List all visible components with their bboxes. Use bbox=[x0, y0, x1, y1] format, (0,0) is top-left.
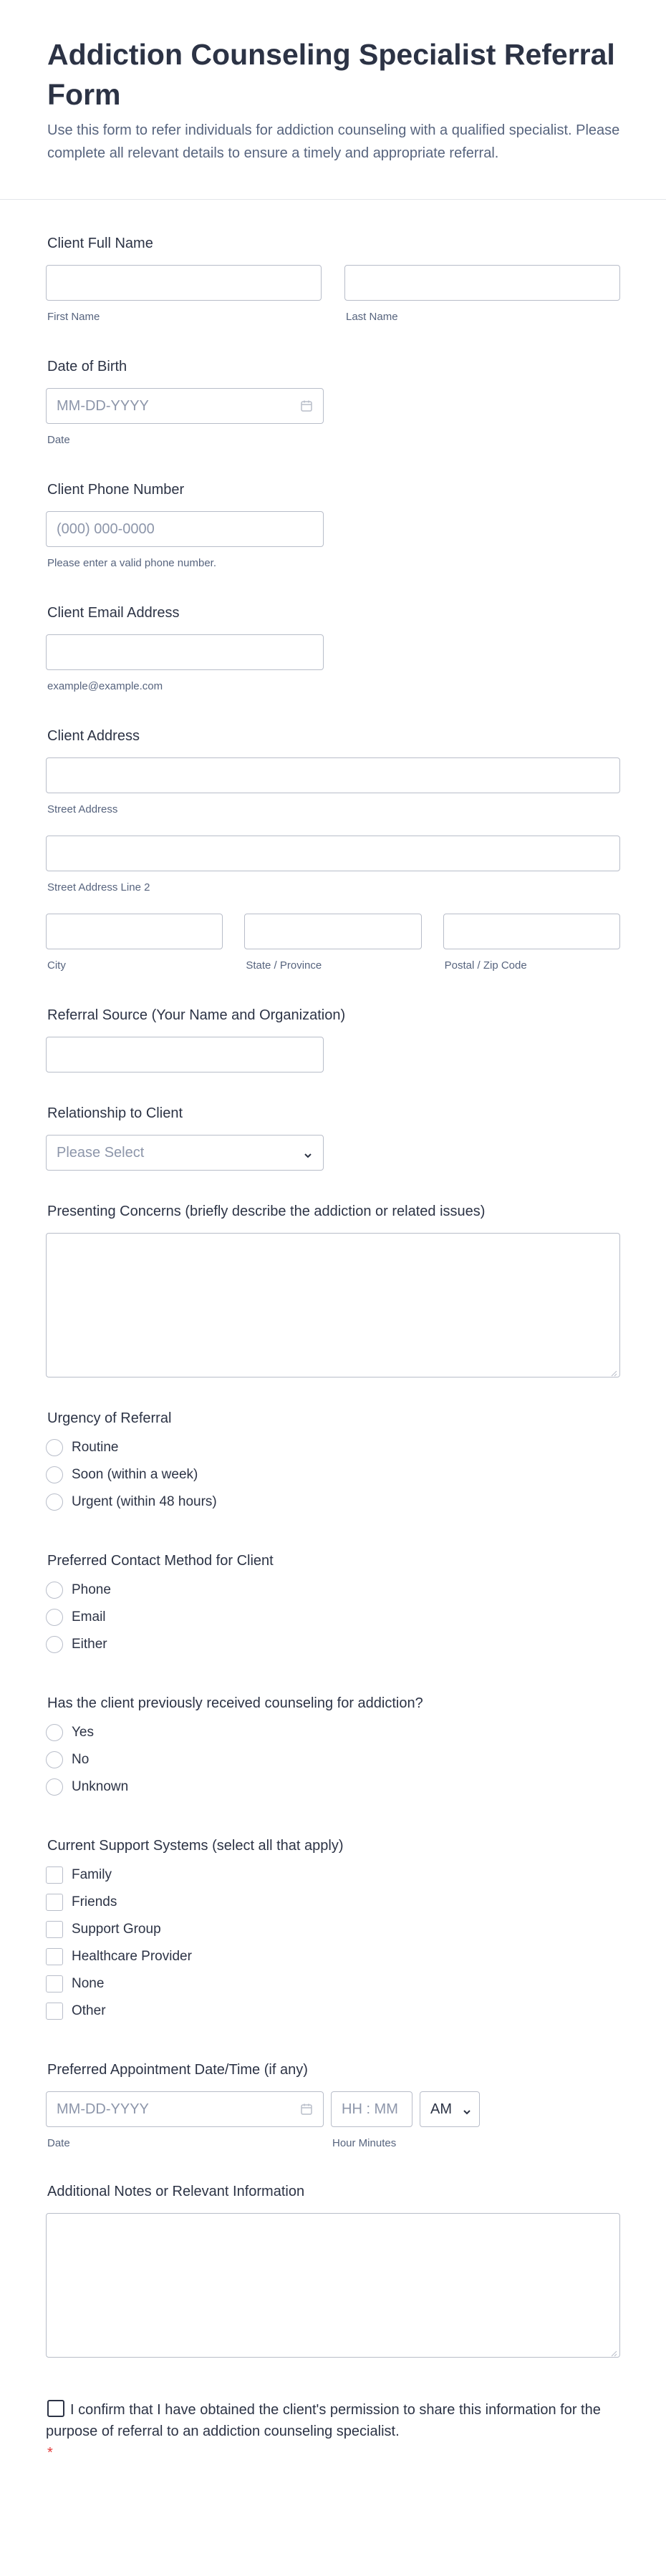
appointment-field bbox=[46, 2062, 620, 2149]
consent-field bbox=[46, 2399, 620, 2464]
referral-source-field bbox=[46, 1007, 620, 1072]
first-name-sublabel: First Name bbox=[47, 311, 100, 323]
form-body bbox=[0, 236, 666, 2464]
zip-sublabel: Postal / Zip Code bbox=[444, 959, 527, 972]
checkbox[interactable] bbox=[46, 1975, 63, 1992]
option-label: Other bbox=[72, 2003, 106, 2018]
option-label: Family bbox=[72, 1867, 112, 1882]
appointment-date-placeholder: MM-DD-YYYY bbox=[57, 2101, 149, 2117]
concerns-textarea[interactable] bbox=[46, 1233, 620, 1377]
state-sublabel: State / Province bbox=[246, 959, 322, 972]
support-systems-field bbox=[46, 1838, 620, 2025]
ampm-value: AM bbox=[430, 2101, 452, 2117]
urgency-option-soon[interactable] bbox=[46, 1461, 620, 1488]
email-sublabel: example@example.com bbox=[47, 680, 163, 692]
option-label: Routine bbox=[72, 1440, 119, 1455]
appointment-date-input[interactable] bbox=[46, 2091, 324, 2127]
previous-option-no[interactable] bbox=[46, 1746, 620, 1773]
option-label: Unknown bbox=[72, 1779, 129, 1794]
checkbox[interactable] bbox=[46, 1866, 63, 1884]
street-address-line2-input[interactable] bbox=[46, 836, 620, 871]
phone-label: Client Phone Number bbox=[47, 482, 185, 498]
email-field bbox=[46, 605, 620, 692]
appointment-time-placeholder: HH : MM bbox=[342, 2101, 398, 2117]
radio-button[interactable] bbox=[46, 1582, 63, 1599]
checkbox[interactable] bbox=[46, 1921, 63, 1938]
previous-option-yes[interactable] bbox=[46, 1719, 620, 1746]
previous-counseling-label: Has the client previously received counseling for addiction? bbox=[47, 1695, 423, 1711]
option-label: Either bbox=[72, 1637, 107, 1652]
phone-placeholder: (000) 000-0000 bbox=[57, 520, 155, 537]
radio-button[interactable] bbox=[46, 1636, 63, 1653]
checkbox[interactable] bbox=[46, 2003, 63, 2020]
resize-handle-icon[interactable] bbox=[610, 2348, 617, 2355]
page-subtitle: Use this form to refer individuals for addiction counseling with a qualified specialist. Please complete all relevant details to ensure a timely and appropriate referral. bbox=[47, 122, 620, 161]
address-label: Client Address bbox=[47, 728, 140, 744]
checkbox[interactable] bbox=[46, 1948, 63, 1965]
option-label: No bbox=[72, 1752, 90, 1767]
appointment-label: Preferred Appointment Date/Time (if any) bbox=[47, 2062, 308, 2078]
support-option-family[interactable] bbox=[46, 1861, 620, 1889]
support-option-friends[interactable] bbox=[46, 1889, 620, 1916]
referral-source-input[interactable] bbox=[46, 1037, 324, 1072]
option-label: Yes bbox=[72, 1725, 94, 1740]
notes-label: Additional Notes or Relevant Information bbox=[47, 2184, 305, 2199]
notes-field bbox=[46, 2184, 620, 2358]
page-title: Addiction Counseling Specialist Referral Form bbox=[47, 38, 615, 111]
support-systems-label: Current Support Systems (select all that apply) bbox=[47, 1838, 344, 1854]
chevron-down-icon bbox=[303, 1148, 313, 1165]
radio-button[interactable] bbox=[46, 1493, 63, 1511]
option-label: Friends bbox=[72, 1894, 117, 1909]
radio-button[interactable] bbox=[46, 1778, 63, 1796]
city-input[interactable] bbox=[46, 914, 223, 949]
support-option-healthcare-provider[interactable] bbox=[46, 1943, 620, 1970]
option-label: Urgent (within 48 hours) bbox=[72, 1494, 217, 1509]
checkbox[interactable] bbox=[46, 1894, 63, 1911]
relationship-select[interactable] bbox=[46, 1135, 324, 1171]
radio-button[interactable] bbox=[46, 1751, 63, 1768]
resize-handle-icon[interactable] bbox=[610, 1367, 617, 1375]
referral-source-label: Referral Source (Your Name and Organization) bbox=[47, 1007, 346, 1023]
street-address-sublabel: Street Address bbox=[47, 803, 118, 815]
option-label: None bbox=[72, 1976, 105, 1991]
street-address-input[interactable] bbox=[46, 757, 620, 793]
radio-button[interactable] bbox=[46, 1466, 63, 1483]
contact-method-label: Preferred Contact Method for Client bbox=[47, 1553, 274, 1569]
option-label: Email bbox=[72, 1609, 106, 1624]
urgency-option-routine[interactable] bbox=[46, 1434, 620, 1461]
calendar-icon[interactable] bbox=[300, 2103, 313, 2120]
last-name-sublabel: Last Name bbox=[346, 311, 398, 323]
notes-textarea[interactable] bbox=[46, 2213, 620, 2358]
appointment-time-input[interactable] bbox=[331, 2091, 412, 2127]
phone-sublabel: Please enter a valid phone number. bbox=[47, 557, 216, 569]
client-name-label: Client Full Name bbox=[47, 236, 153, 251]
relationship-field bbox=[46, 1105, 620, 1171]
address-field bbox=[46, 728, 620, 972]
phone-input[interactable] bbox=[46, 511, 324, 547]
urgency-field bbox=[46, 1410, 620, 1516]
email-label: Client Email Address bbox=[47, 605, 180, 621]
previous-counseling-field bbox=[46, 1695, 620, 1801]
relationship-label: Relationship to Client bbox=[47, 1105, 183, 1121]
zip-input[interactable] bbox=[443, 914, 620, 949]
street-address-line2-sublabel: Street Address Line 2 bbox=[47, 881, 150, 894]
concerns-label: Presenting Concerns (briefly describe the addiction or related issues) bbox=[47, 1204, 486, 1219]
urgency-option-urgent[interactable] bbox=[46, 1488, 620, 1516]
chevron-down-icon bbox=[462, 2105, 472, 2121]
urgency-label: Urgency of Referral bbox=[47, 1410, 172, 1426]
option-label: Soon (within a week) bbox=[72, 1467, 198, 1482]
option-label: Phone bbox=[72, 1582, 111, 1597]
last-name-input[interactable] bbox=[344, 265, 620, 301]
dob-sublabel: Date bbox=[47, 434, 70, 446]
dob-label: Date of Birth bbox=[47, 359, 127, 374]
option-label: Healthcare Provider bbox=[72, 1949, 192, 1964]
concerns-field bbox=[46, 1204, 620, 1377]
contact-method-field bbox=[46, 1553, 620, 1658]
contact-option-email[interactable] bbox=[46, 1604, 620, 1631]
dob-input[interactable] bbox=[46, 388, 324, 424]
phone-field bbox=[46, 482, 620, 569]
state-input[interactable] bbox=[244, 914, 421, 949]
relationship-placeholder: Please Select bbox=[57, 1144, 145, 1161]
contact-option-phone[interactable] bbox=[46, 1577, 620, 1604]
form-header bbox=[0, 0, 666, 200]
ampm-select[interactable] bbox=[420, 2091, 480, 2127]
email-input[interactable] bbox=[46, 634, 324, 670]
required-marker: * bbox=[47, 2445, 53, 2461]
city-sublabel: City bbox=[47, 959, 66, 972]
dob-placeholder: MM-DD-YYYY bbox=[57, 397, 149, 414]
client-name-field bbox=[46, 236, 620, 323]
calendar-icon[interactable] bbox=[300, 400, 313, 417]
radio-button[interactable] bbox=[46, 1609, 63, 1626]
consent-text: I confirm that I have obtained the client's permission to share this information for the purpose of referral to an addiction counseling specialist. bbox=[46, 2402, 601, 2439]
radio-button[interactable] bbox=[46, 1724, 63, 1741]
contact-option-either[interactable] bbox=[46, 1631, 620, 1658]
support-option-none[interactable] bbox=[46, 1970, 620, 1998]
support-option-other[interactable] bbox=[46, 1998, 620, 2025]
appointment-time-sublabel: Hour Minutes bbox=[332, 2137, 397, 2149]
previous-option-unknown[interactable] bbox=[46, 1773, 620, 1801]
appointment-date-sublabel: Date bbox=[47, 2137, 70, 2149]
first-name-input[interactable] bbox=[46, 265, 322, 301]
radio-button[interactable] bbox=[46, 1439, 63, 1456]
consent-checkbox[interactable] bbox=[47, 2400, 64, 2417]
dob-field bbox=[46, 359, 620, 446]
support-option-support-group[interactable] bbox=[46, 1916, 620, 1943]
option-label: Support Group bbox=[72, 1922, 161, 1937]
